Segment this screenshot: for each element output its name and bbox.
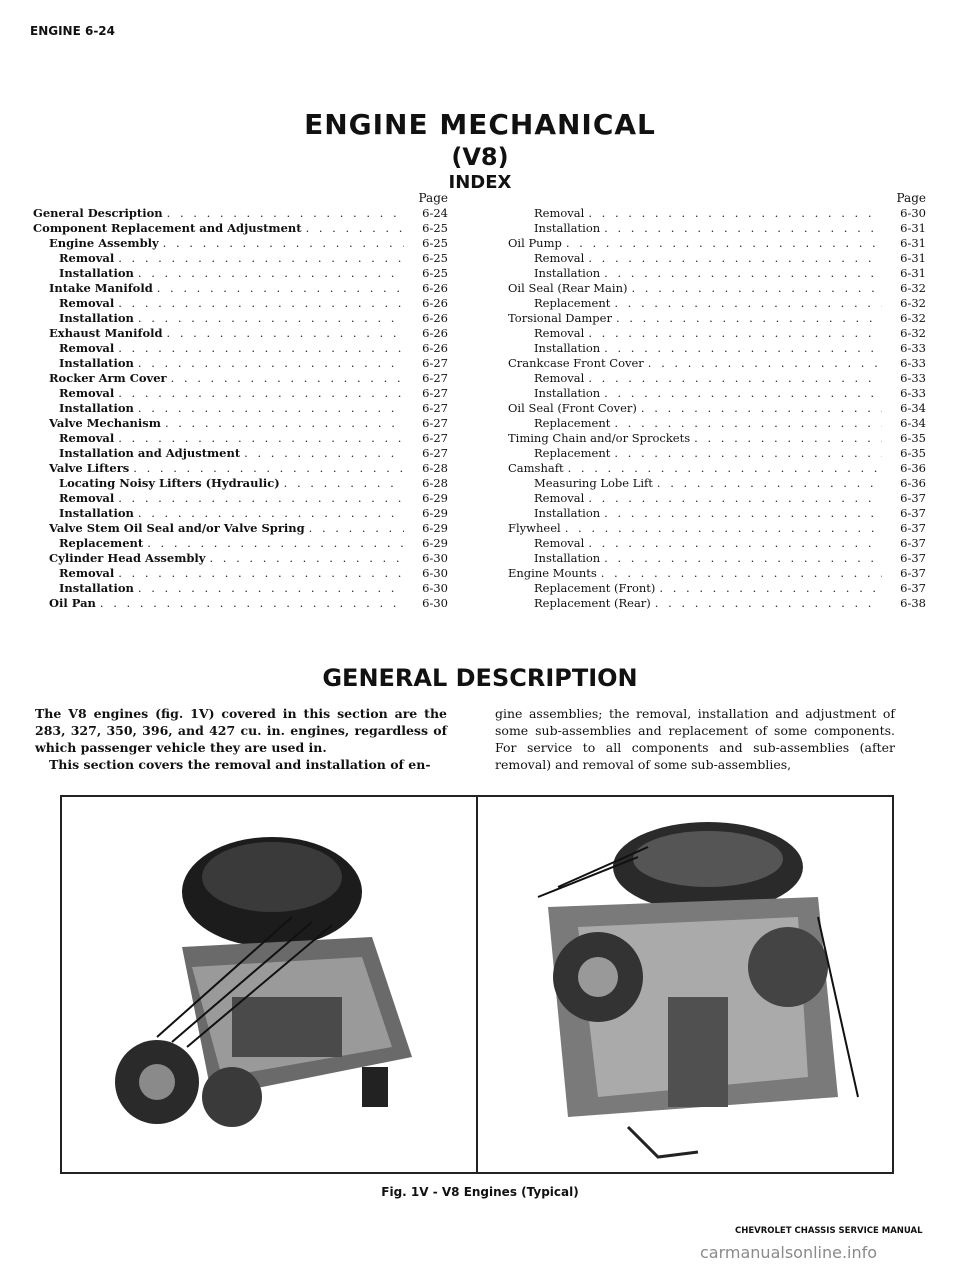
dot-leader <box>648 356 882 371</box>
dot-leader <box>604 551 882 566</box>
index-entry-page: 6-32 <box>900 296 926 310</box>
index-column-right <box>508 190 926 611</box>
index-entry-page: 6-27 <box>422 416 448 430</box>
index-entry-label: General Description <box>33 206 163 220</box>
index-entry-label: Valve Stem Oil Seal and/or Valve Spring <box>49 521 305 535</box>
index-entry <box>508 386 926 401</box>
index-entry <box>33 506 448 521</box>
index-entry-page: 6-31 <box>900 221 926 235</box>
dot-leader <box>565 521 882 536</box>
index-entry <box>508 446 926 461</box>
page-header-tag: ENGINE 6-24 <box>30 24 116 38</box>
index-entry-page: 6-33 <box>900 341 926 355</box>
index-entry-label: Oil Seal (Front Cover) <box>508 401 637 415</box>
index-entry-label: Removal <box>59 251 115 265</box>
index-entry-page: 6-29 <box>422 506 448 520</box>
dot-leader <box>566 236 882 251</box>
index-entry-label: Valve Mechanism <box>49 416 161 430</box>
index-entry-label: Flywheel <box>508 521 561 535</box>
dot-leader <box>171 371 404 386</box>
dot-leader <box>588 536 882 551</box>
index-entry-page: 6-29 <box>422 536 448 550</box>
figure-caption: Fig. 1V - V8 Engines (Typical) <box>381 1185 579 1199</box>
index-entry-page: 6-25 <box>422 266 448 280</box>
index-entry <box>508 536 926 551</box>
index-entry <box>33 221 448 236</box>
engine-illustration-left <box>62 797 475 1172</box>
index-entry-page: 6-37 <box>900 491 926 505</box>
index-entry-page: 6-30 <box>422 596 448 610</box>
dot-leader <box>133 461 404 476</box>
dot-leader <box>588 491 882 506</box>
index-entry-label: Installation <box>59 311 134 325</box>
index-entry <box>33 371 448 386</box>
index-entry <box>508 221 926 236</box>
index-entry-label: Installation <box>59 506 134 520</box>
index-entry-label: Removal <box>59 431 115 445</box>
index-entry-label: Removal <box>59 566 115 580</box>
index-entry-page: 6-27 <box>422 401 448 415</box>
index-entry-page: 6-27 <box>422 446 448 460</box>
index-entry <box>508 491 926 506</box>
index-entry <box>33 281 448 296</box>
index-entry-page: 6-32 <box>900 281 926 295</box>
index-entry <box>508 416 926 431</box>
dot-leader <box>614 296 882 311</box>
index-entry-label: Replacement <box>534 416 611 430</box>
body-paragraph: The V8 engines (fig. 1V) covered in this section are the 283, 327, 350, 396, and 427 cu. in. engines, regardless of which passenger vehicle they are used in. <box>35 706 447 755</box>
index-entry-label: Timing Chain and/or Sprockets <box>508 431 691 445</box>
index-entry <box>508 581 926 596</box>
dot-leader <box>138 506 404 521</box>
index-entry-page: 6-26 <box>422 326 448 340</box>
index-entry <box>33 386 448 401</box>
dot-leader <box>138 401 404 416</box>
index-entry-page: 6-37 <box>900 566 926 580</box>
dot-leader <box>604 341 882 356</box>
index-entry <box>508 371 926 386</box>
dot-leader <box>118 341 404 356</box>
index-entry-label: Installation <box>59 401 134 415</box>
index-entry <box>33 356 448 371</box>
index-entry-label: Installation <box>534 386 601 400</box>
index-entry-label: Installation <box>59 356 134 370</box>
index-entry <box>33 266 448 281</box>
index-entry-label: Measuring Lobe Lift <box>534 476 653 490</box>
dot-leader <box>157 281 404 296</box>
index-entry-label: Installation <box>59 266 134 280</box>
index-entry-label: Removal <box>534 206 585 220</box>
index-entry-page: 6-27 <box>422 371 448 385</box>
index-entry <box>508 251 926 266</box>
index-entry <box>508 431 926 446</box>
dot-leader <box>138 311 404 326</box>
index-entry <box>33 566 448 581</box>
dot-leader <box>657 476 882 491</box>
dot-leader <box>568 461 882 476</box>
dot-leader <box>165 416 404 431</box>
index-entry-page: 6-27 <box>422 356 448 370</box>
index-entry-page: 6-38 <box>900 596 926 610</box>
index-entry <box>33 476 448 491</box>
dot-leader <box>167 206 404 221</box>
index-entry-label: Removal <box>534 371 585 385</box>
figure-frame <box>60 795 894 1174</box>
index-entry-label: Oil Seal (Rear Main) <box>508 281 628 295</box>
index-entry-page: 6-36 <box>900 476 926 490</box>
dot-leader <box>167 326 404 341</box>
index-entry-label: Removal <box>59 296 115 310</box>
index-entry-page: 6-34 <box>900 401 926 415</box>
index-entry-label: Replacement <box>534 446 611 460</box>
index-entry <box>508 326 926 341</box>
index-entry <box>33 551 448 566</box>
index-entry <box>33 581 448 596</box>
body-column-left <box>35 705 447 773</box>
dot-leader <box>614 446 882 461</box>
index-entry <box>508 401 926 416</box>
index-entry-label: Removal <box>59 491 115 505</box>
index-entry <box>508 311 926 326</box>
index-entry-page: 6-33 <box>900 386 926 400</box>
index-entry-page: 6-31 <box>900 251 926 265</box>
index-entry-page: 6-32 <box>900 311 926 325</box>
index-entry-label: Oil Pump <box>508 236 562 250</box>
index-entry-page: 6-25 <box>422 236 448 250</box>
index-entry-page: 6-37 <box>900 506 926 520</box>
index-entry <box>33 416 448 431</box>
index-entry-label: Engine Assembly <box>49 236 159 250</box>
index-entry <box>508 506 926 521</box>
dot-leader <box>631 281 882 296</box>
dot-leader <box>694 431 882 446</box>
index-entry-page: 6-26 <box>422 341 448 355</box>
body-column-right <box>495 705 895 773</box>
index-entry-label: Installation <box>534 266 601 280</box>
dot-leader <box>588 206 882 221</box>
index-entry-page: 6-34 <box>900 416 926 430</box>
index-entry-label: Camshaft <box>508 461 564 475</box>
index-entry <box>508 296 926 311</box>
dot-leader <box>641 401 882 416</box>
title-block <box>0 108 960 194</box>
dot-leader <box>604 221 882 236</box>
dot-leader <box>309 521 404 536</box>
index-entry-page: 6-24 <box>422 206 448 220</box>
dot-leader <box>604 386 882 401</box>
dot-leader <box>601 566 882 581</box>
dot-leader <box>306 221 404 236</box>
index-entry-page: 6-37 <box>900 536 926 550</box>
index-entry-label: Cylinder Head Assembly <box>49 551 206 565</box>
dot-leader <box>588 371 882 386</box>
index-entry <box>33 446 448 461</box>
index-entry-label: Replacement <box>59 536 144 550</box>
index-entry <box>508 206 926 221</box>
index-entry <box>33 596 448 611</box>
index-entry-label: Installation <box>534 551 601 565</box>
index-entry-page: 6-37 <box>900 521 926 535</box>
dot-leader <box>604 266 882 281</box>
index-entry <box>508 566 926 581</box>
index-entry-page: 6-29 <box>422 521 448 535</box>
index-entry-label: Oil Pan <box>49 596 96 610</box>
index-entry-label: Removal <box>534 536 585 550</box>
dot-leader <box>588 326 882 341</box>
dot-leader <box>588 251 882 266</box>
index-entry <box>508 596 926 611</box>
engine-photo-right <box>478 797 892 1172</box>
dot-leader <box>284 476 404 491</box>
engine-illustration-right <box>478 797 891 1172</box>
index-entry-label: Installation <box>534 341 601 355</box>
index-entry-label: Replacement (Front) <box>534 581 656 595</box>
index-entry <box>508 356 926 371</box>
index-entry-page: 6-35 <box>900 446 926 460</box>
dot-leader <box>655 596 882 611</box>
index-heading: INDEX <box>448 172 512 193</box>
dot-leader <box>118 296 404 311</box>
dot-leader <box>604 506 882 521</box>
index-entry-label: Removal <box>59 341 115 355</box>
dot-leader <box>138 266 404 281</box>
index-entry-page: 6-33 <box>900 371 926 385</box>
index-entry <box>508 461 926 476</box>
index-entry-page: 6-30 <box>422 551 448 565</box>
index-entry-page: 6-29 <box>422 491 448 505</box>
index-column-left <box>33 190 448 611</box>
index-entry-label: Replacement (Rear) <box>534 596 651 610</box>
index-entry-page: 6-30 <box>422 581 448 595</box>
index-entry <box>508 551 926 566</box>
index-entry-label: Locating Noisy Lifters (Hydraulic) <box>59 476 280 490</box>
section-heading: GENERAL DESCRIPTION <box>322 664 638 692</box>
index-entry-page: 6-36 <box>900 461 926 475</box>
dot-leader <box>659 581 882 596</box>
index-entry-label: Intake Manifold <box>49 281 153 295</box>
index-entry <box>33 491 448 506</box>
index-entry-page: 6-30 <box>900 206 926 220</box>
dot-leader <box>138 356 404 371</box>
dot-leader <box>118 491 404 506</box>
engine-photo-left <box>62 797 478 1172</box>
footer-manual-name: CHEVROLET CHASSIS SERVICE MANUAL <box>735 1226 923 1236</box>
index-entry <box>508 236 926 251</box>
index-entry-page: 6-31 <box>900 236 926 250</box>
dot-leader <box>138 581 404 596</box>
index-entry-label: Replacement <box>534 296 611 310</box>
index-entry-label: Installation <box>534 506 601 520</box>
page-column-label: Page <box>418 191 448 205</box>
dot-leader <box>616 311 882 326</box>
index-entry <box>508 281 926 296</box>
dot-leader <box>614 416 882 431</box>
index-entry-label: Torsional Damper <box>508 311 612 325</box>
index-entry <box>33 461 448 476</box>
index-entry-label: Engine Mounts <box>508 566 597 580</box>
index-entry-label: Removal <box>534 491 585 505</box>
index-entry <box>508 266 926 281</box>
dot-leader <box>147 536 404 551</box>
body-paragraph: This section covers the removal and installation of en- <box>49 757 431 772</box>
index-entry <box>33 206 448 221</box>
index-entry <box>33 341 448 356</box>
index-entry-page: 6-25 <box>422 221 448 235</box>
index-entry <box>508 341 926 356</box>
dot-leader <box>118 431 404 446</box>
index-entry-page: 6-35 <box>900 431 926 445</box>
index-entry-page: 6-26 <box>422 311 448 325</box>
index-entry-label: Component Replacement and Adjustment <box>33 221 302 235</box>
index-entry-page: 6-26 <box>422 281 448 295</box>
body-paragraph: gine assemblies; the removal, installation and adjustment of some sub-assemblies and replacement of some components. For service to all components and sub-assemblies (after removal) and removal of some sub-assemblies, <box>495 706 895 772</box>
page-column-label: Page <box>896 191 926 205</box>
index-entry-page: 6-27 <box>422 431 448 445</box>
index-entry-page: 6-25 <box>422 251 448 265</box>
dot-leader <box>118 566 404 581</box>
dot-leader <box>118 251 404 266</box>
index-entry-page: 6-26 <box>422 296 448 310</box>
document-title: ENGINE MECHANICAL <box>304 108 656 141</box>
index-entry-label: Exhaust Manifold <box>49 326 163 340</box>
index-entry <box>508 521 926 536</box>
index-entry-page: 6-37 <box>900 551 926 565</box>
index-entry <box>33 326 448 341</box>
index-entry-label: Valve Lifters <box>49 461 130 475</box>
index-entry-page: 6-27 <box>422 386 448 400</box>
index-entry-page: 6-30 <box>422 566 448 580</box>
index-entry-label: Removal <box>59 386 115 400</box>
watermark: carmanualsonline.info <box>700 1243 878 1262</box>
index-entry-label: Crankcase Front Cover <box>508 356 644 370</box>
index-entry <box>33 311 448 326</box>
index-entry-page: 6-37 <box>900 581 926 595</box>
index-entry-page: 6-33 <box>900 356 926 370</box>
index-entry <box>33 236 448 251</box>
document-subtitle: (V8) <box>451 143 509 171</box>
dot-leader <box>209 551 404 566</box>
index-entry <box>33 401 448 416</box>
index-entry-page: 6-28 <box>422 461 448 475</box>
index-entry <box>33 431 448 446</box>
dot-leader <box>118 386 404 401</box>
index-entry-label: Removal <box>534 251 585 265</box>
index-entry-page: 6-32 <box>900 326 926 340</box>
index-entry <box>33 251 448 266</box>
index-entry <box>33 296 448 311</box>
dot-leader <box>163 236 404 251</box>
index-entry <box>33 536 448 551</box>
dot-leader <box>100 596 404 611</box>
dot-leader <box>244 446 404 461</box>
index-entry <box>33 521 448 536</box>
index-entry-label: Installation <box>534 221 601 235</box>
index-entry-label: Rocker Arm Cover <box>49 371 167 385</box>
index-entry-label: Installation and Adjustment <box>59 446 241 460</box>
index-entry-page: 6-31 <box>900 266 926 280</box>
index-entry-label: Removal <box>534 326 585 340</box>
index-entry-label: Installation <box>59 581 134 595</box>
index-entry <box>508 476 926 491</box>
index-entry-page: 6-28 <box>422 476 448 490</box>
